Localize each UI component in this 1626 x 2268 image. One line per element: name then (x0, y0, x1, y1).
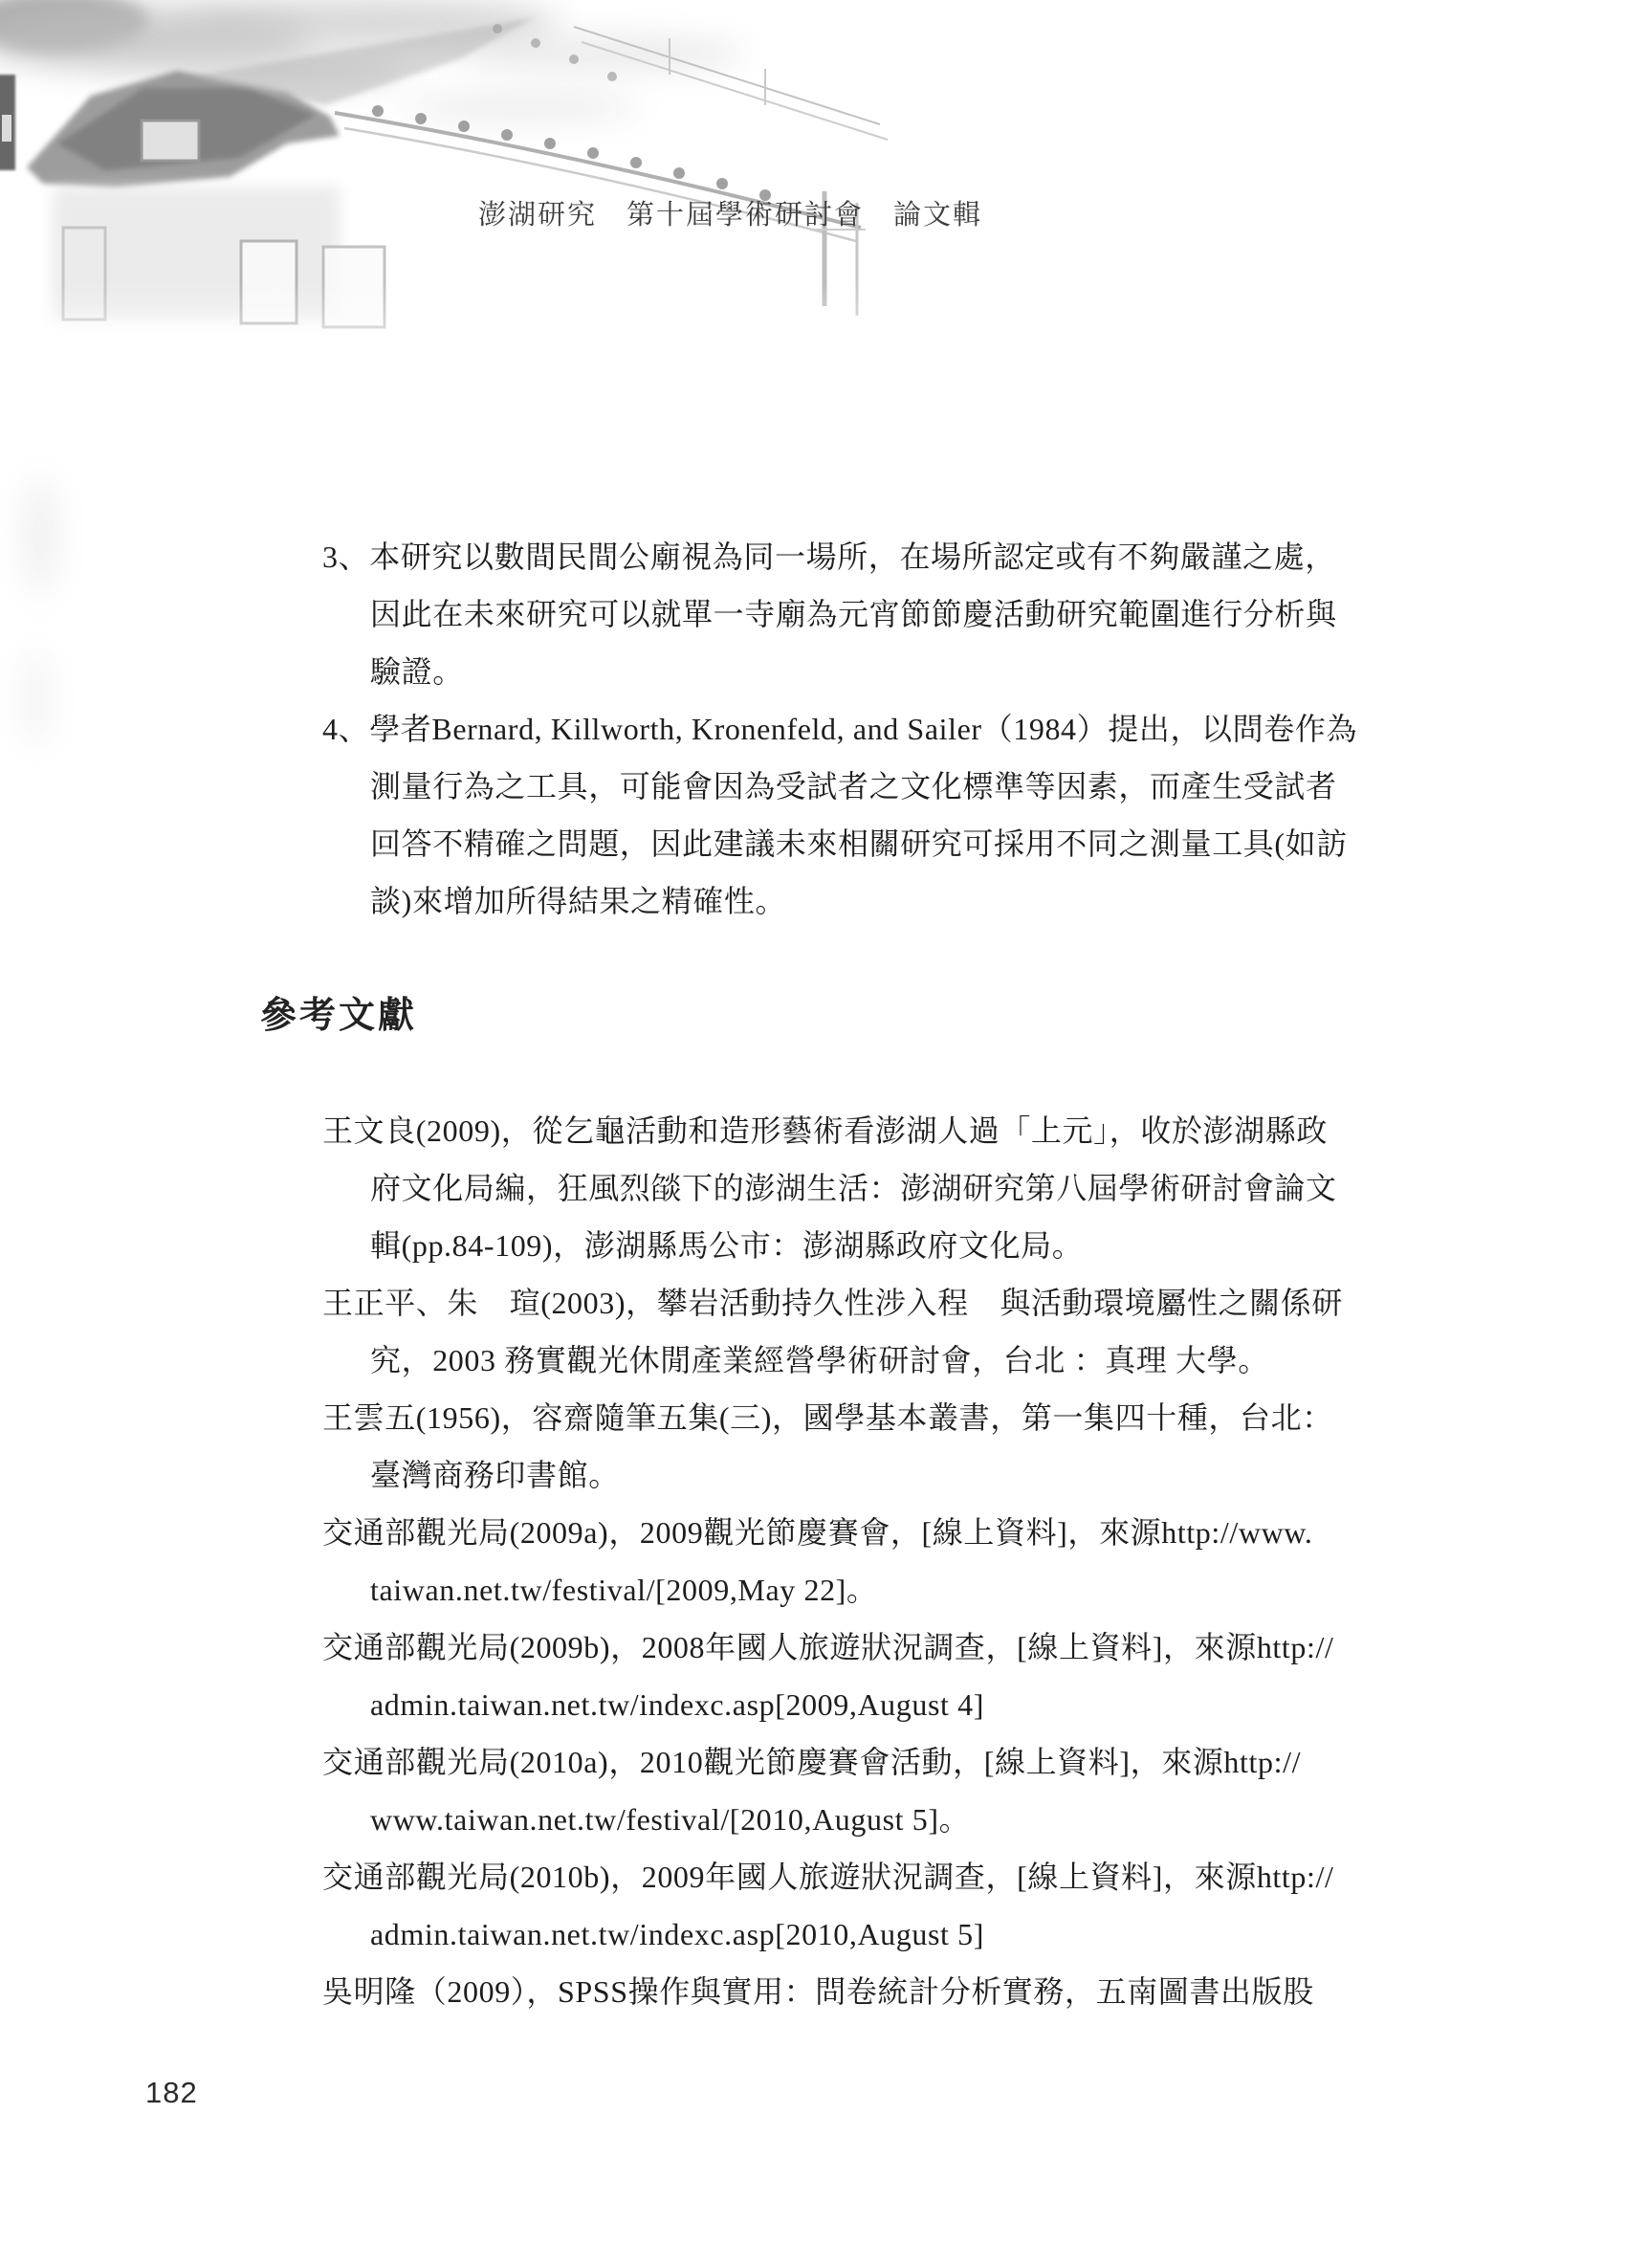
reference-item (322, 1102, 1384, 1274)
reference-item (322, 1504, 1384, 1618)
text-line: taiwan.net.tw/festival/[2009,May 22]。 (370, 1573, 878, 1607)
text-line: 王文良(2009)，從乞龜活動和造形藝術看澎湖人過「上元」，收於澎湖縣政 (322, 1113, 1328, 1148)
text-line: 交通部觀光局(2010a)，2010觀光節慶賽會活動，[線上資料]，來源http:// (322, 1745, 1302, 1779)
text-line: 交通部觀光局(2009b)，2008年國人旅遊狀況調查，[線上資料]，來源http:// (322, 1630, 1334, 1664)
reference-item (322, 1274, 1384, 1389)
text-line: 交通部觀光局(2009a)，2009觀光節慶賽會，[線上資料]，來源http://www. (322, 1515, 1313, 1550)
reference-item (322, 1389, 1384, 1504)
text-line: 王雲五(1956)，容齋隨筆五集(三)，國學基本叢書，第一集四十種，台北： (322, 1400, 1333, 1435)
note-item (322, 700, 1384, 930)
text-line: admin.taiwan.net.tw/indexc.asp[2010,August 5] (370, 1917, 984, 1951)
margin-smudges (22, 476, 57, 746)
reference-list (322, 1102, 1384, 2020)
text-line: 測量行為之工具，可能會因為受試者之文化標準等因素，而產生受試者 (370, 769, 1337, 804)
text-line: 臺灣商務印書館。 (370, 1458, 620, 1492)
text-line: 回答不精確之問題，因此建議未來相關研究可採用不同之測量工具(如訪 (370, 826, 1348, 861)
text-line: admin.taiwan.net.tw/indexc.asp[2009,August 4] (370, 1687, 984, 1722)
page-number: 182 (145, 2076, 198, 2109)
reference-item (322, 1848, 1384, 1963)
text-line: www.taiwan.net.tw/festival/[2010,August 5]。 (370, 1802, 971, 1837)
text-line: 4、學者Bernard, Killworth, Kronenfeld, and Sailer（1984）提出，以問卷作為 (322, 712, 1358, 746)
note-item (322, 528, 1384, 700)
reference-item (322, 1963, 1384, 2020)
text-line: 吳明隆（2009），SPSS操作與實用：問卷統計分析實務，五南圖書出版股 (322, 1974, 1314, 2009)
references-heading: 參考文獻 (260, 996, 418, 1036)
text-line: 王正平、朱 瑄(2003)，攀岩活動持久性涉入程 與活動環境屬性之關係研 (322, 1286, 1343, 1320)
concluding-notes (322, 528, 1384, 930)
text-line: 輯(pp.84-109)，澎湖縣馬公市：澎湖縣政府文化局。 (370, 1228, 1084, 1263)
reference-item (322, 1733, 1384, 1848)
text-line: 談)來增加所得結果之精確性。 (370, 884, 787, 918)
page-header-title: 澎湖研究 第十屆學術研討會 論文輯 (478, 200, 983, 231)
text-line: 3、本研究以數間民間公廟視為同一場所，在場所認定或有不夠嚴謹之處， (322, 539, 1336, 574)
text-line: 驗證。 (370, 654, 464, 689)
text-line: 究，2003 務實觀光休閒產業經營學術研討會，台北 ：真理 大學。 (370, 1343, 1269, 1377)
text-line: 府文化局編，狂風烈燄下的澎湖生活：澎湖研究第八屆學術研討會論文 (370, 1171, 1337, 1205)
text-line: 交通部觀光局(2010b)，2009年國人旅遊狀況調查，[線上資料]，來源http:// (322, 1860, 1334, 1894)
text-line: 因此在未來研究可以就單一寺廟為元宵節節慶活動研究範圍進行分析與 (370, 597, 1337, 631)
reference-item (322, 1618, 1384, 1733)
